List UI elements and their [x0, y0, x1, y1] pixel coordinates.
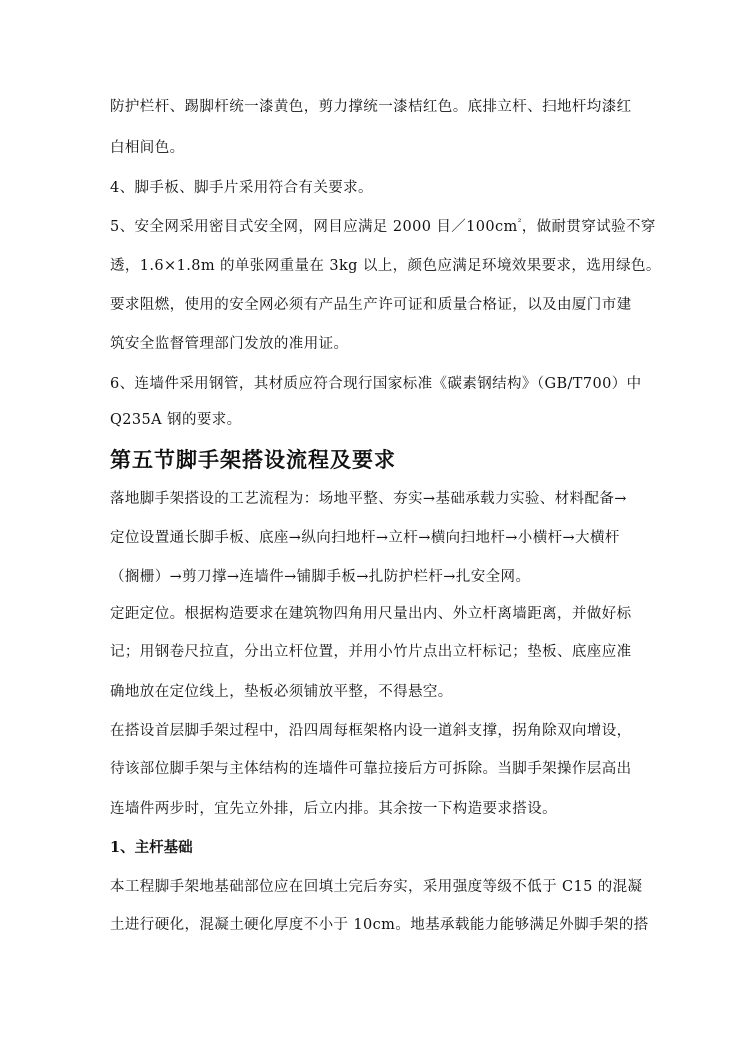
superscript: ²	[517, 218, 522, 229]
paragraph-line: 定距定位。根据构造要求在建筑物四角用尺量出内、外立杆离墙距离，并做好标	[110, 606, 632, 622]
paragraph-line: 本工程脚手架地基础部位应在回填土完后夯实，采用强度等级不低于 C15 的混凝	[110, 879, 643, 895]
paragraph-line: 要求阻燃，使用的安全网必须有产品生产许可证和质量合格证，以及由厦门市建	[110, 297, 632, 313]
paragraph-line: 筑安全监督管理部门发放的准用证。	[110, 336, 349, 352]
paragraph-line	[110, 217, 656, 237]
subsection-heading: 1、主杆基础	[110, 839, 193, 856]
paragraph-line: 连墙件两步时，宜先立外排，后立内排。其余按一下构造要求搭设。	[110, 801, 557, 817]
paragraph-line: 透，1.6×1.8m 的单张网重量在 3kg 以上，颜色应满足环境效果要求，选用绿色。	[110, 258, 661, 274]
paragraph-line: 6、连墙件采用钢管，其材质应符合现行国家标准《碳素钢结构》（GB/T700）中	[110, 376, 642, 392]
paragraph-line: Q235A 钢的要求。	[110, 412, 242, 428]
section-heading: 第五节脚手架搭设流程及要求	[110, 447, 396, 472]
paragraph-line: 防护栏杆、踢脚杆统一漆黄色，剪力撑统一漆桔红色。底排立杆、扫地杆均漆红	[110, 99, 632, 115]
paragraph-line: 落地脚手架搭设的工艺流程为：场地平整、夯实→基础承载力实验、材料配备→	[110, 491, 627, 507]
paragraph-line: 定位设置通长脚手板、底座→纵向扫地杆→立杆→横向扫地杆→小横杆→大横杆	[110, 530, 620, 546]
paragraph-line: 土进行硬化，混凝土硬化厚度不小于 10cm。地基承载能力能够满足外脚手架的搭	[110, 917, 649, 933]
paragraph-line: 待该部位脚手架与主体结构的连墙件可靠拉接后方可拆除。当脚手架操作层高出	[110, 761, 632, 777]
paragraph-line: 确地放在定位线上，垫板必须铺放平整，不得悬空。	[110, 684, 453, 700]
paragraph-line: 白相间色。	[110, 140, 185, 156]
paragraph-line: 在搭设首层脚手架过程中，沿四周每框架格内设一道斜支撑，拐角除双向增设，	[110, 723, 632, 739]
paragraph-line: （搁栅）→剪刀撑→连墙件→铺脚手板→扎防护栏杆→扎安全网。	[110, 569, 531, 585]
paragraph-line: 记；用钢卷尺拉直，分出立杆位置，并用小竹片点出立杆标记；垫板、底座应准	[110, 644, 632, 660]
text-span: ，做耐贯穿试验不穿	[521, 219, 656, 235]
paragraph-line: 4、脚手板、脚手片采用符合有关要求。	[110, 180, 373, 196]
text-span: 5、安全网采用密目式安全网，网目应满足 2000 目／100cm	[110, 219, 518, 235]
